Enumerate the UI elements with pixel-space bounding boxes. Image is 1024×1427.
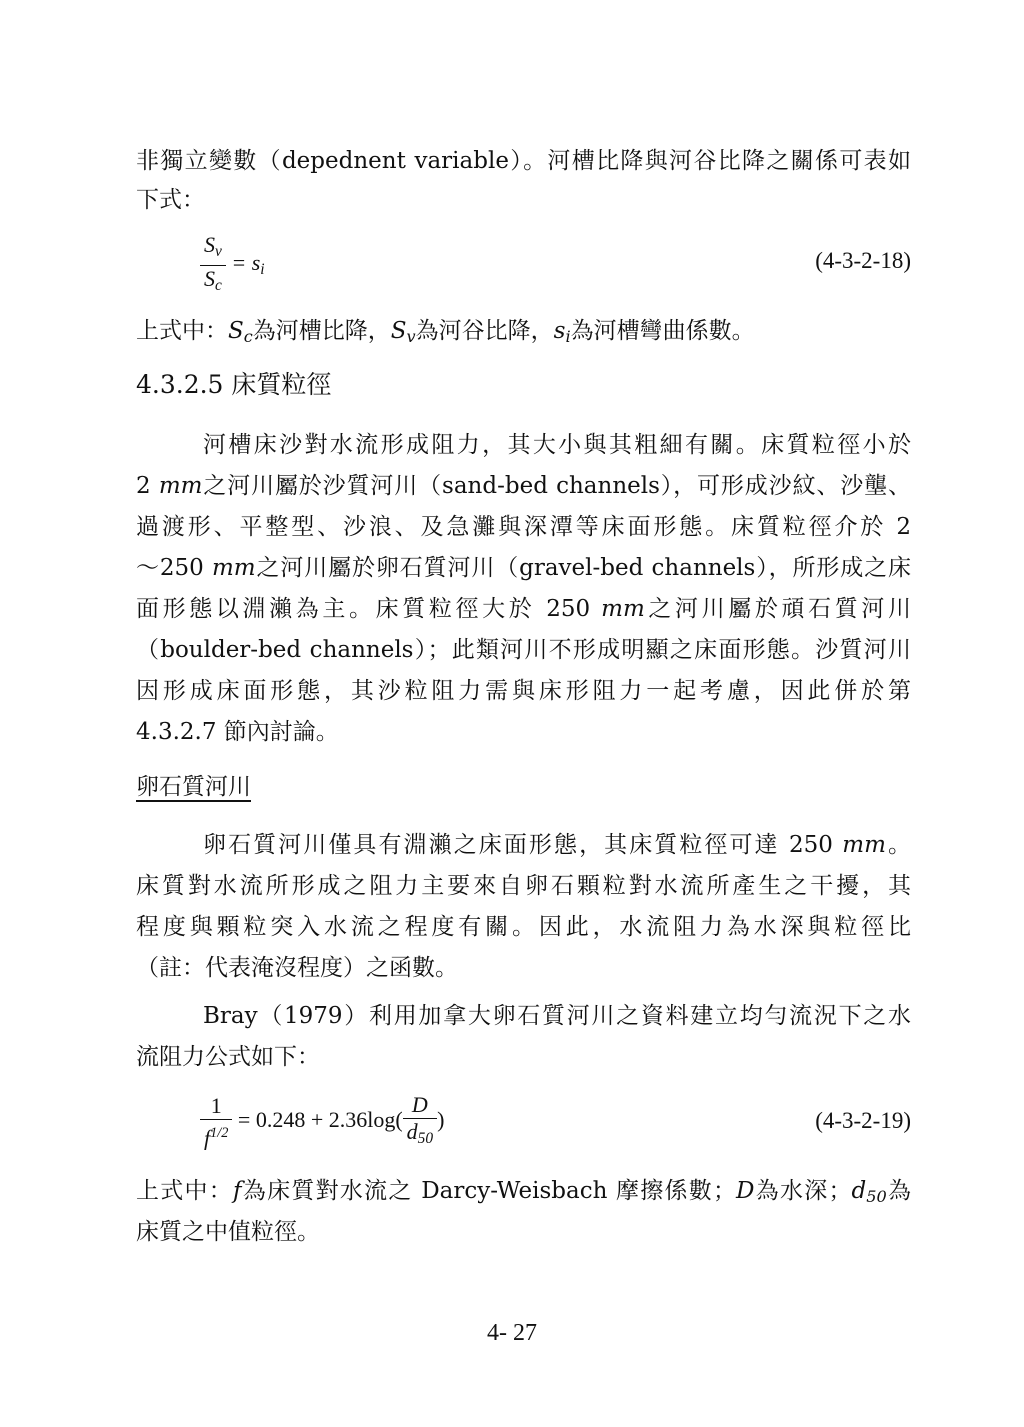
equation-4-3-2-19 xyxy=(200,1092,911,1152)
paragraph-1-line-2: 2 mm之河川屬於沙質河川（sand-bed channels），可形成沙紋、沙壟、 xyxy=(136,473,911,499)
equation-middle: = 0.248 + 2.36log( xyxy=(237,1106,403,1132)
paragraph-1-line-6: （boulder-bed channels）；此類河川不形成明顯之床面形態。沙質河川 xyxy=(136,637,911,663)
paragraph-2-line-4: （註：代表淹沒程度）之函數。 xyxy=(136,955,458,981)
fraction-denominator: $S_c$ xyxy=(204,265,222,294)
section-number: 4.3.2.5 xyxy=(136,370,224,399)
paragraph-3-line-1: Bray（1979）利用加拿大卵石質河川之資料建立均勻流況下之水 xyxy=(203,1003,911,1029)
equation-label: (4-3-2-18) xyxy=(815,248,911,273)
equation-4-3-2-18 xyxy=(200,232,911,292)
subheading-gravel-bed: 卵石質河川 xyxy=(136,774,251,800)
intro-line-1: 非獨立變數（depednent variable）。河槽比降與河谷比降之關係可表如 xyxy=(136,148,911,174)
equation-rhs: = $s_i$ xyxy=(231,250,265,279)
paragraph-1-line-4: ～250 mm之河川屬於卵石質河川（gravel-bed channels），所形成之床 xyxy=(136,555,911,581)
section-heading xyxy=(136,370,911,400)
paragraph-1-line-1: 河槽床沙對水流形成阻力，其大小與其粗細有關。床質粒徑小於 xyxy=(203,432,911,458)
equation-close-paren: ) xyxy=(437,1106,445,1132)
fraction-numerator: $S_v$ xyxy=(200,232,226,266)
paragraph-1-line-3: 過渡形、平整型、沙浪、及急灘與深潭等床面形態。床質粒徑介於 2 xyxy=(136,514,911,540)
paragraph-3-line-2: 流阻力公式如下： xyxy=(136,1044,320,1070)
intro-line-2: 下式： xyxy=(136,187,205,213)
paragraph-2-line-3: 程度與顆粒突入水流之程度有關。因此，水流阻力為水深與粒徑比 xyxy=(136,914,911,940)
fraction-numerator: 1 xyxy=(200,1093,232,1120)
paragraph-1-line-7: 因形成床面形態，其沙粒阻力需與床形阻力一起考慮，因此併於第 xyxy=(136,678,911,704)
fraction-denominator: $f^{1/2}$ xyxy=(204,1124,229,1151)
eq18-explanation: 上式中：$S_c$為河槽比降，$S_v$為河谷比降，$s_i$為河槽彎曲係數。 xyxy=(136,318,755,347)
slope-ratio-fraction xyxy=(200,232,226,299)
inverse-sqrt-f-fraction xyxy=(200,1093,232,1152)
equation-label: (4-3-2-19) xyxy=(815,1108,911,1133)
depth-ratio-fraction xyxy=(403,1092,437,1152)
paragraph-2-line-1: 卵石質河川僅具有淵瀨之床面形態，其床質粒徑可達 250 mm。 xyxy=(203,832,911,858)
section-title: 床質粒徑 xyxy=(231,370,332,399)
page-number: 4- 27 xyxy=(487,1320,537,1346)
paragraph-2-line-2: 床質對水流所形成之阻力主要來自卵石顆粒對水流所產生之干擾，其 xyxy=(136,873,911,899)
paragraph-1-line-8: 4.3.2.7 節內討論。 xyxy=(136,719,339,745)
eq19-explanation-line-2: 床質之中值粒徑。 xyxy=(136,1219,320,1245)
eq19-explanation-line-1: 上式中：f為床質對水流之 Darcy-Weisbach 摩擦係數；D為水深；$d_{50}$為 xyxy=(136,1178,912,1207)
paragraph-1-line-5: 面形態以淵瀨為主。床質粒徑大於 250 mm之河川屬於頑石質河川 xyxy=(136,596,912,622)
inner-denominator: $d_{50}$ xyxy=(406,1119,434,1147)
inner-numerator: D xyxy=(403,1092,437,1119)
